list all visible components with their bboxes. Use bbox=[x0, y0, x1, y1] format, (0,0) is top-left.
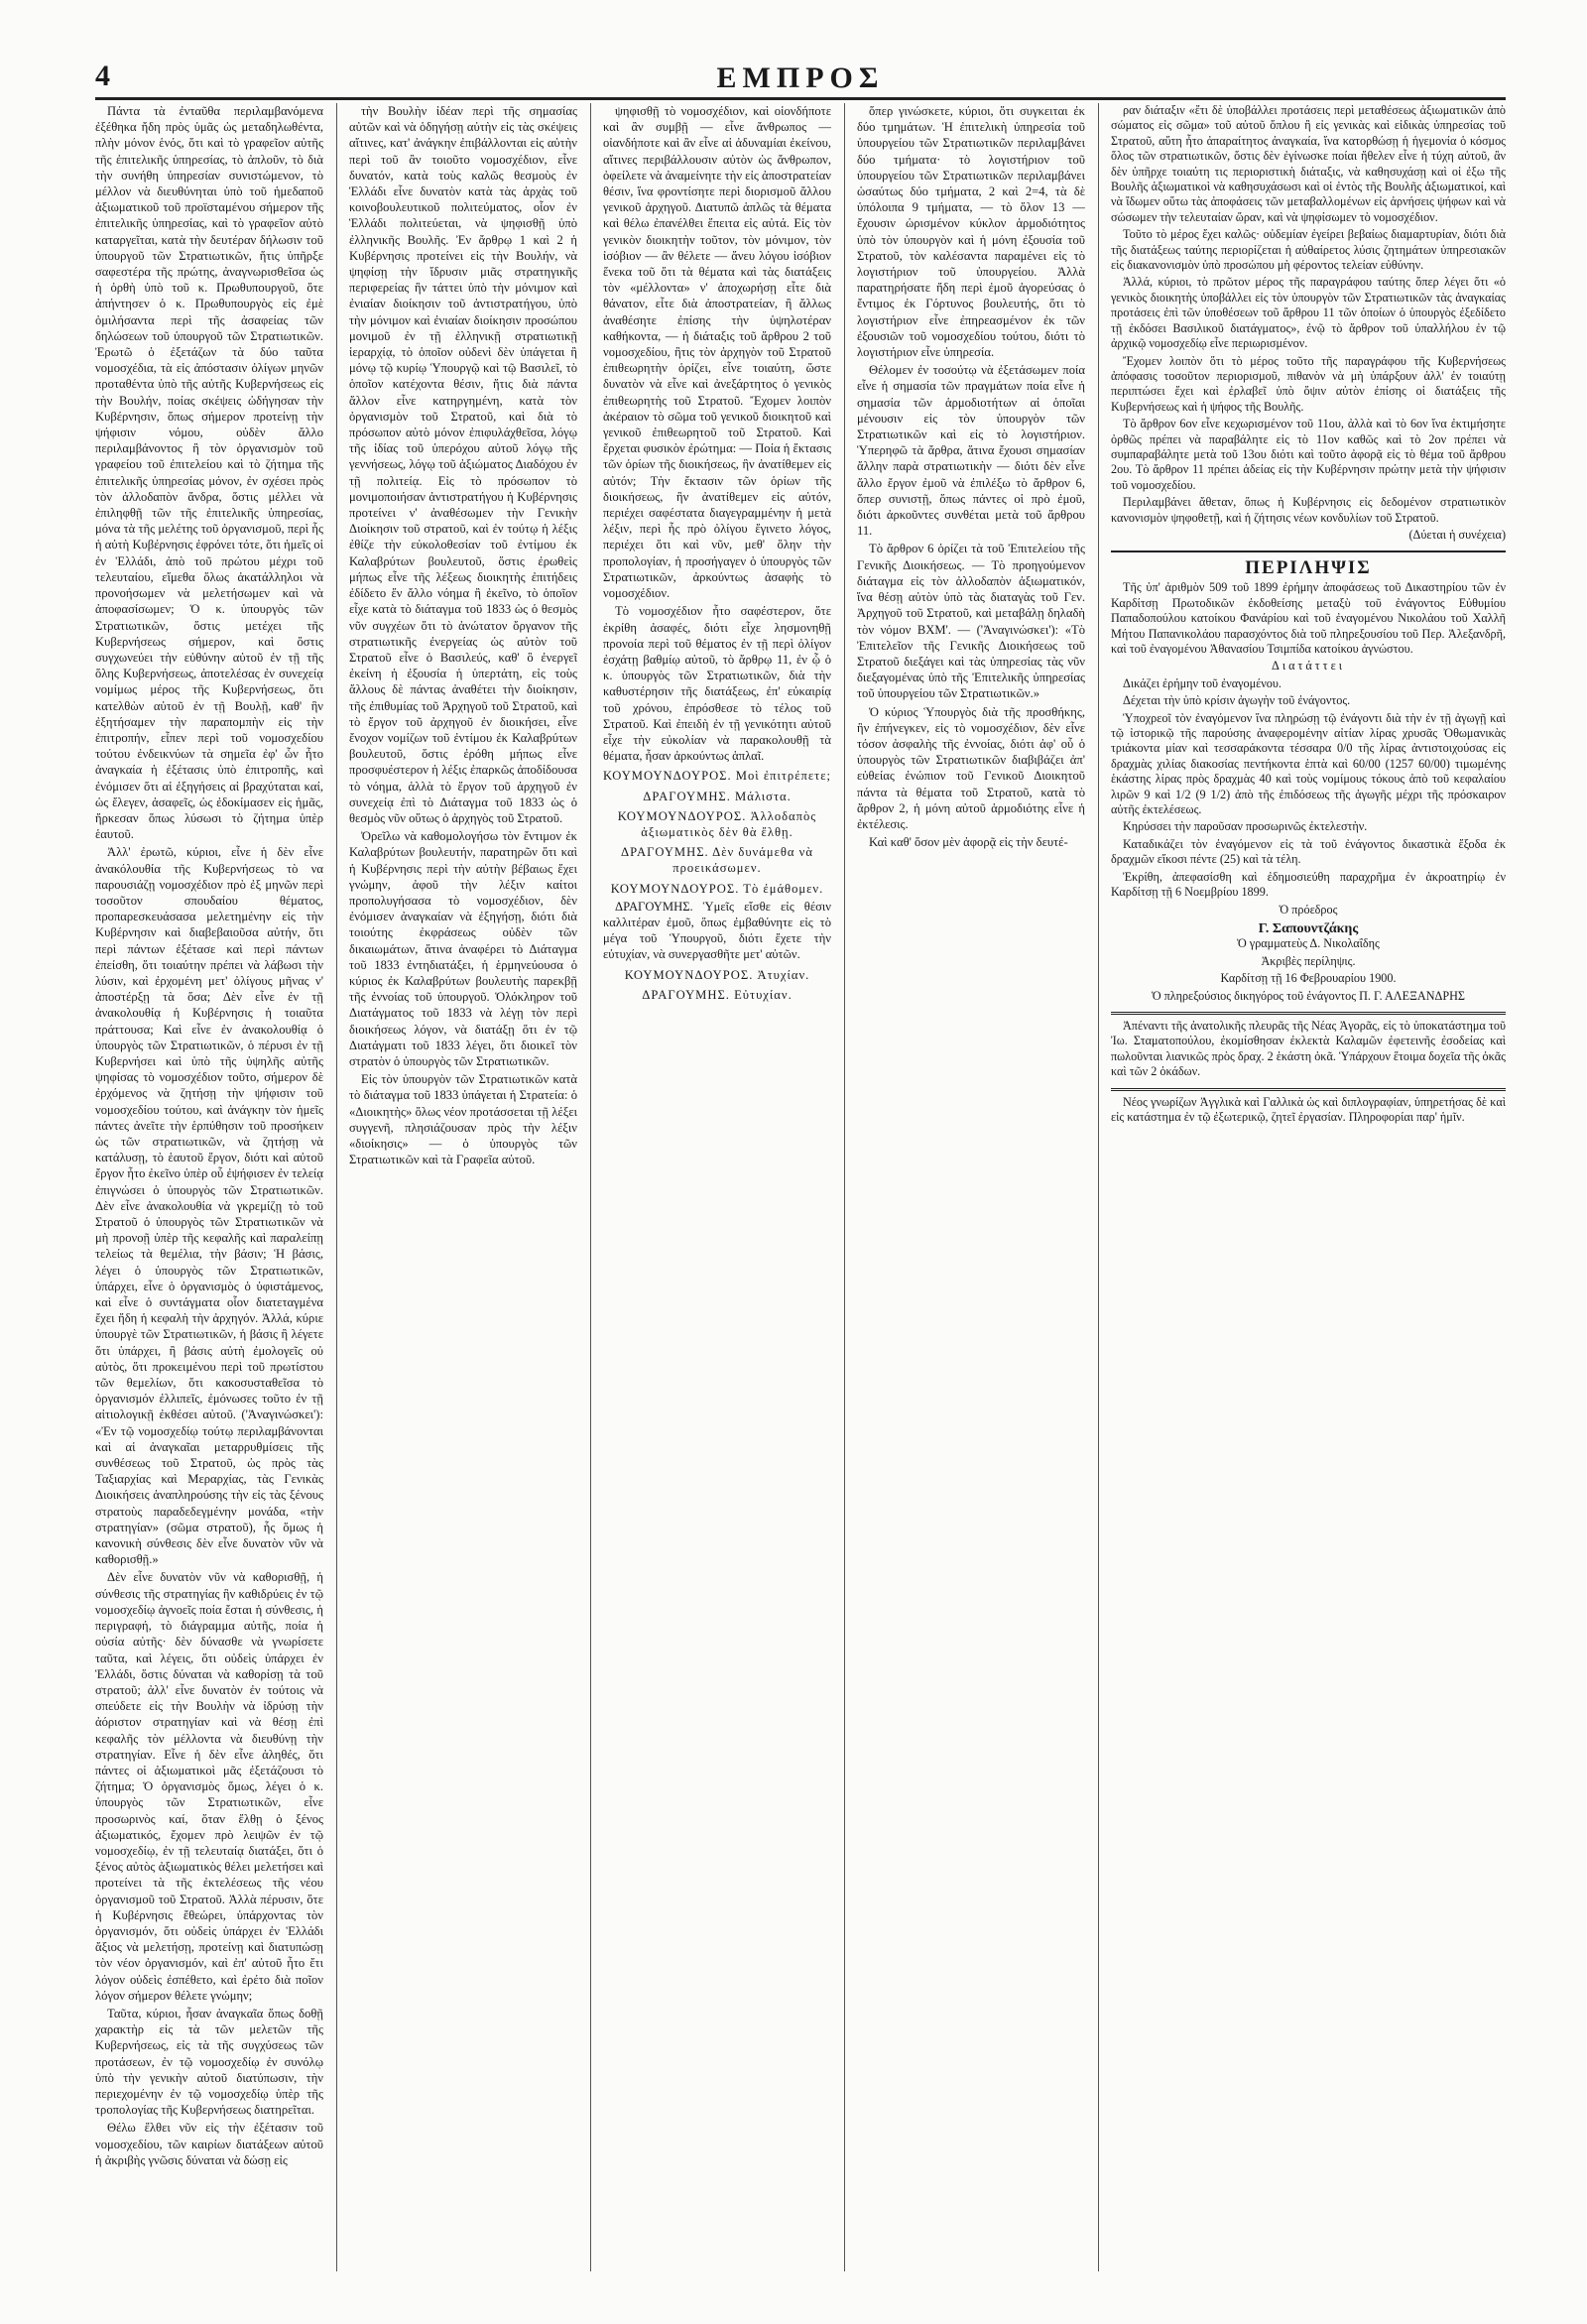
paragraph: Περιλαμβάνει ἄθεταν, ὅπως ἡ Κυβέρνησις εἰς δεδομένον στρατιωτικὸν κανονισμὸν ψηφοθετῇ, καὶ ἡ ζήτησις νέων κονδυλίων τοῦ Στρατοῦ. bbox=[1111, 495, 1506, 525]
paragraph: Ἀλλά, κύριοι, τὸ πρῶτον μέρος τῆς παραγράφου ταύτης ὅπερ λέγει ὅτι «ὁ γενικὸς διοικητὴς ὑποβάλλει εἰς τὸν ὑπουργὸν τῶν Στρατιωτικῶν τὰς ἀναγκαίας προτάσεις ἐπὶ τῶν ὑποθέσεων τοῦ ἄρθρου 11 τῶν ὁποίων ὁ ὑπουργὸς ἐξεδίδετο τῇ ἐκδόσει Βασιλικοῦ διατάγματος», ἐνῷ τὸ ἄρθρον τοῦ ὑπαλλήλου ἐν τῷ ἀρχικῷ νομοσχεδίῳ εἶνε περιωρισμένον. bbox=[1111, 275, 1506, 351]
paragraph: ραν διάταξιν «ἔτι δὲ ὑποβάλλει προτάσεις περὶ μεταθέσεως ἀξιωματικῶν ἀπὸ σώματος εἰς σῶμα» τοῦ αὐτοῦ ὅπλου ἢ εἰς γενικὰς καὶ εἰδικὰς ὑπηρεσίας τοῦ Στρατοῦ, αὕτη ἦτο ἀπαραίτητος ἀναγκαία, ἵνα κατορθώσῃ ἡ ἡγεμονία ὁ κόσμος ὅλος τῶν στρατιωτικῶν, ὅστις δὲν ἐγίνωσκε ποίαι ἤθελεν εἶνε ἡ τύχη αὐτοῦ, ἂν δὲν ὑπῆρχε τοιαύτη τις περιοριστικὴ διάταξις, νὰ καθησυχάσῃ καὶ οἱ ἐξω τῆς Βουλῆς ἀξιωματικοὶ νὰ καθησυχάσωσι καὶ οἱ ἐντὸς τῆς Βουλῆς ἀξιωματικοί, καὶ νὰ ἴδωμεν οὕτω τὰς ἀποφάσεις τῶν μεταβαλλομένων εἰς ἀρνήσεις ψήφων καὶ νὰ σώσωμεν τὴν τελευταίαν ὥραν, καὶ νὰ ψηφίσωμεν τὸ νομοσχέδιον. bbox=[1111, 103, 1506, 224]
page-header bbox=[95, 58, 1506, 100]
paragraph: Δὲν εἶνε δυνατὸν νῦν νὰ καθορισθῇ, ἡ σύνθεσις τῆς στρατηγίας ἣν καθιδρύεις ἐν τῷ νομοσχεδίῳ ἀγνοεῖς ποία ἔσται ἡ σύνθεσις, ἡ περιγραφή, τὸ διάγραμμα αὐτῆς, ποία ἡ οὐσία αὐτῆς· δὲν δύνασθε νὰ γνωρίσετε ταῦτα, καὶ λέγεις, ὅτι οὐδεὶς ὑπάρχει ἐν Ἑλλάδι, ὅστις δύναται νὰ καθορίσῃ τὰ τοῦ στρατοῦ; ἀλλ' εἶνε δυνατὸν ἐν τούτοις νὰ σπεύδετε εἰς τὴν Βουλὴν νὰ ἰδρύσῃ τὴν ἀόριστον στρατηγίαν καὶ νὰ θέσῃ ἐπὶ κεφαλῆς τὸν μέλλοντα νὰ διευθύνῃ τὴν στρατηγίαν. Εἶνε ἡ δὲν εἶνε ἀληθές, ὅτι πάντες οἱ ἀξιωματικοὶ μᾶς ἐξετάζουσι τὸ ζήτημα; Ὁ ὀργανισμὸς ὅμως, λέγει ὁ κ. ὑπουργὸς τῶν Στρατιωτικῶν, εἶνε προσωρινὸς καί, ὅταν ἔλθῃ ὁ ξένος ἀξιωματικός, ἔχομεν πρὸ λειψῶν ἐν τῷ νομοσχεδίῳ, ἐν τῇ τελευταίᾳ διατάξει, ὅτι ὁ ξένος αὐτὸς ἀξιωματικὸς θέλει μελετήσει καὶ προτείνει τὰ τῆς ἐκτελέσεως τῆς νέου ὀργανισμοῦ τοῦ Στρατοῦ. Ἀλλὰ πέρυσιν, ὅτε ἡ Κυβέρνησις ἔθεώρει, ὑπάρχοντας τὸν ὀργανισμόν, ὅτι οὐδεὶς ὑπάρχει ἐν Ἑλλάδι ἄξιος νὰ μελετήσῃ, προτείνῃ καὶ διατυπώσῃ τὸν νέον ὀργανισμόν, καὶ ἐπ' αὐτοῦ ἦτο ἔτι λόγον οὐδεὶς ἐσπέθετο, καὶ ἐρέτο διὰ ποῖον λόγον σήμερον θέλετε γνώμην; bbox=[95, 1570, 323, 2003]
paragraph: Ἐκρίθη, ἀπεφασίσθη καὶ ἐδημοσιεύθη παραχρῆμα ἐν ἀκροατηρίῳ ἐν Καρδίτσῃ τῇ 6 Νοεμβρίου 1899. bbox=[1111, 869, 1506, 900]
signature-line: Ἀκριβὲς περίληψις. bbox=[1261, 953, 1356, 968]
speaker-line: ΚΟΥΜΟΥΝΔΟΥΡΟΣ. Τὸ ἐμάθομεν. bbox=[610, 881, 824, 896]
column-4 bbox=[857, 103, 1085, 2271]
paragraph: Ταῦτα, κύριοι, ἦσαν ἀναγκαῖα ὅπως δοθῇ χαρακτὴρ εἰς τὰ τῶν μελετῶν τῆς Κυβερνήσεως, εἰς τὰ τῆς συγχύσεως τῶν προτάσεων, ἐν τῷ νομοσχεδίῳ ἐν συνόλῳ ὑπὸ τὴν γενικὴν αὐτοῦ διατύπωσιν, τὴν περιεχομένην ἐν τῷ νομοσχεδίῳ ὑπὲρ τῆς τροπολογίας τῆς Κυβερνήσεως διατηρεῖται. bbox=[95, 2006, 323, 2118]
signature-line: Καρδίτσῃ τῇ 16 Φεβρουαρίου 1900. bbox=[1220, 971, 1397, 986]
paragraph: Καὶ καθ' ὅσον μὲν ἀφορᾷ εἰς τὴν δευτέ- bbox=[869, 835, 1068, 850]
paragraph: Θέλω ἔλθει νῦν εἰς τὴν ἐξέτασιν τοῦ νομοσχεδίου, τῶν καιρίων διατάξεων αὐτοῦ ἡ ἀκριβὴς γνῶσις δύναται νὰ δώσῃ εἰς bbox=[95, 2121, 323, 2167]
column-1 bbox=[95, 103, 323, 2271]
signature-line: Ὁ πληρεξούσιος δικηγόρος τοῦ ἐνάγοντος Π. Γ. ΑΛΕΞΑΝΔΡΗΣ bbox=[1151, 988, 1466, 1003]
masthead-title: ΕΜΠΡΟΣ bbox=[716, 61, 885, 94]
speaker-line: ΔΡΑΓΟΥΜΗΣ. Δὲν δυνάμεθα νὰ προεικάσωμεν. bbox=[621, 845, 813, 876]
paragraph: Ἔχομεν λοιπὸν ὅτι τὸ μέρος τοῦτο τῆς παραγράφου τῆς Κυβερνήσεως ἀπόφασις τοσοῦτον περιορισμοῦ, πιθανὸν νὰ μὴ ὑπάρξουν ἀλλ' ἐν τοιαύτῃ περιπτώσει ἔχει καὶ ἐρλαβεῖ ὑπὸ ὄψιν αὐτὸν ἐπίσης οἱ διατάξεις τῆς Κυβερνήσεως καὶ ἡ ψήφος τῆς Βουλῆς. bbox=[1111, 353, 1506, 414]
paragraph: ΔΡΑΓΟΥΜΗΣ. Ὑμεῖς εἴσθε εἰς θέσιν καλλιτέραν ἐμοῦ, ὅπως ἐμβαθύνητε εἰς τὸ μέγα τοῦ Ὑπουργοῦ, διότι ἔχετε τὴν εὐτυχίαν, νὰ συνεργασθῆτε μετ' αὐτῶν. bbox=[603, 899, 831, 962]
paragraph: ὅπερ γινώσκετε, κύριοι, ὅτι συγκειται ἐκ δύο τμημάτων. Ἡ ἐπιτελικὴ ὑπηρεσία τοῦ ὑπουργείου τῶν Στρατιωτικῶν περιλαμβάνει δύο τμήματα· τὸ λογιστήριον τοῦ ὑπουργείου τῶν Στρατιωτικῶν περιλαμβάνει ὡσαύτως δύο τμήματα, 2 καὶ 2=4, τὰ δὲ ὑπόλοιπα 9 τμήματα, — τὸ ὅλον 13 — ἔχουσιν ὡρισμένον κύκλον ἁρμοδιότητος ὑπὸ τὸν ὑπουργὸν καὶ ἡ μόνη ἐξουσία τοῦ Στρατοῦ, τὸν καλέσαντα παραμένει εἰς τὸ λογιστήριον τοῦ ὑπουργείου. Ἀλλὰ παρατηρήσατε ἤδη περὶ ἐμοῦ ἀγορεύσας ὁ ἔντιμος ἐκ Γόρτυνος βουλευτής, ὅτι τὸ λογιστήριον εἶνε ἐπηρεασμένον ἐκ τῶν ἐξουσιῶν τοῦ νομοσχεδίου τούτου, διότι τὸ λογιστήριον εἶνε ὑπηρεσία. bbox=[857, 104, 1085, 360]
speaker-line: ΚΟΥΜΟΥΝΔΟΥΡΟΣ. Ἀλλοδαπὸς ἀξιωματικὸς δὲν θὰ ἔλθῃ. bbox=[617, 808, 817, 839]
paragraph: Ὁ κύριος Ὑπουργὸς διὰ τῆς προσθήκης, ἣν ἐπήνεγκεν, εἰς τὸ νομοσχέδιον, δὲν εἶνε τόσον ἀσφαλὴς τῆς ἐννοίας, διότι ἀφ' οὗ ὁ ὑπουργὸς τῶν Στρατιωτικῶν διαβιβάζει ἀπ' εὐθείας ἐνώπιον τοῦ Γενικοῦ Διοικητοῦ πάντα τὰ θέματα τοῦ Στρατοῦ, κατὰ τὸ ἄρθρον 2, ἡ μόνη αὐτοῦ ἁρμοδιότης εἶνε ἡ ἐκτέλεσις. bbox=[857, 704, 1085, 831]
classified-notice bbox=[1111, 1012, 1506, 1080]
paragraph: Κηρύσσει τὴν παροῦσαν προσωρινῶς ἐκτελεστὴν. bbox=[1123, 819, 1368, 834]
paragraph: Τὸ ἄρθρον 6 ὁρίζει τὰ τοῦ Ἐπιτελείου τῆς Γενικῆς Διοικήσεως. — Τὸ προηγούμενον διάταγμα εἰς τὸν ἀλλοδαπὸν ἀξιωματικόν, ἵνα θέσῃ αὐτὸν ὑπὸ τὰς διαταγὰς τοῦ Γεν. Ἀρχηγοῦ τοῦ Στρατοῦ, καὶ μεταβάλῃ δηλαδὴ τὸν νόμον ΒΧΜ'. — ('Ἀναγινώσκει'): «Τὸ Ἐπιτελεῖον τῆς Γενικῆς Διοικήσεως τοῦ Στρατοῦ διεξάγει καὶ τὰς ὑπηρεσίας τὰς νῦν διεξαγομένας ὑπὸ τῆς Ἐπιτελικῆς ὑπηρεσίας τοῦ ὑπουργείου τῶν Στρατιωτικῶν.» bbox=[857, 542, 1085, 701]
paragraph: Δέχεται τὴν ὑπὸ κρίσιν ἀγωγὴν τοῦ ἐνάγοντος. bbox=[1123, 693, 1351, 708]
paragraph: Εἰς τὸν ὑπουργὸν τῶν Στρατιωτικῶν κατὰ τὸ διάταγμα τοῦ 1833 ὑπάγεται ἡ Στρατεία: ὁ «Διοικητὴς» ὅλως νέον προτάσσεται τῇ λέξει συγγενῆ, πλησιάζουσαν πρὸς τὴν λέξιν «διοίκησις» — ὁ ὑπουργὸς τῶν Στρατιωτικῶν καὶ τὰ Γραφεῖα αὐτοῦ. bbox=[349, 1072, 577, 1167]
speaker-line: ΚΟΥΜΟΥΝΔΟΥΡΟΣ. Ἀτυχίαν. bbox=[624, 967, 810, 982]
paragraph: Δικάζει ἐρήμην τοῦ ἐναγομένου. bbox=[1123, 675, 1282, 690]
continued-note: (Δύεται ἡ συνέχεια) bbox=[1408, 527, 1506, 542]
paragraph: Τῆς ὑπ' ἀριθμὸν 509 τοῦ 1899 ἐρήμην ἀποφάσεως τοῦ Δικαστηρίου τῶν ἐν Καρδίτσῃ Πρωτοδικῶν ἐκδοθείσης μεταξὺ τοῦ ἐνάγοντος Εὐθυμίου Παπαδοπούλου κατοίκου Φανάρίου καὶ τοῦ ἐναγομένου Νικολάου τοῦ Χαλλῆ Μήτου Παπανικολάου παρασχόντος διὰ τοῦ πληρεξουσίου τοῦ Περ. Ἀλεξανδρῆ, καὶ τοῦ ἐναγομένου Ἀθανασίου Τσιμπίδα κατοίκου ἀγνώστου. bbox=[1111, 580, 1506, 656]
column-3 bbox=[603, 103, 831, 2271]
paragraph: Ἀλλ' ἐρωτῶ, κύριοι, εἶνε ἡ δὲν εἶνε ἀνακόλουθία τῆς Κυβερνήσεως τὸ να παρουσιάζῃ νομοσχέδιον πρὸ ἐξ μηνῶν περὶ τοσοῦτον σπουδαίου θέματος, προπαρεσκευάσασα μελετημένην εἰς τὴν Κυβέρνησιν καὶ διαβεβαιοῦσα αὐτήν, ὅτι περὶ πάντων ἐξέτασε καὶ περὶ πάντων ἐπείσθη, ὅτι τοιαύτην πρέπει νὰ λάβωσι τὴν λύσιν, καὶ ἐρχομένη μετ' ὀλίγους μῆνας ν' ἀποστέρξῃ τὰ ὅσα; Δὲν εἶνε ἐν τῇ ἀνακολουθίᾳ ἡ Κυβέρνησις ἡ τοιαῦτα πράττουσα; Καὶ εἶνε ἐν ἀνακολουθίᾳ ὁ ὑπουργὸς τῶν Στρατιωτικῶν, ὁ πέρυσι ἐν τῇ Κυβερνήσει καὶ ὑπὸ τῆς ὑψηλῆς αὐτῆς ψηφίσας τὸ νομοσχέδιον τοῦτο, σήμερον δὲ ἐρχόμενος νὰ ζητήσῃ τὴν ψήφισιν τοῦ νομοσχεδίου τούτου, καὶ ἀνάγκην τὸν ἡμεῖς πάντες ἀνεῖτε τὴν ἑρπύθησιν τοῦ προσήκειν ὡς τῶν στρατιωτικῶν, νὰ ζητήσῃ νὰ κατάλυσῃ, τὸ ἑαυτοῦ ἔργον, διότι καὶ αὐτοῦ ἔργον ἦτο ἐκεῖνο ὑπὲρ οὗ ἐψήφισεν ἐν τελείᾳ ἐπιγνώσει ὁ ὑπουργὸς τῶν Στρατιωτικῶν. Δὲν εἶνε ἀνακολουθία νὰ γκρεμίζῃ τὸ τοῦ Στρατοῦ ὁ ὑπουργὸς τῶν Στρατιωτικῶν νὰ μὴ προνοῇ ὑπὲρ τῆς κεφαλῆς καὶ παραλείπῃ τελείως τὰ θεμέλια, τὴν βάσιν; Ἡ βάσις, λέγει ὁ ὑπουργὸς τῶν Στρατιωτικῶν, ὑπάρχει, εἶνε ὁ ὀργανισμὸς ὁ ὑφιστάμενος, καὶ εἶνε ὁ συντάγματα οἷον διατεταγμένα ἔχει ἤδη ἡ κεφαλὴ τὴν ἀρχηγόν. Ἀλλά, κύριε ὑπουργὲ τῶν Στρατιωτικῶν, ἡ βάσις ἢ λέγετε ὅτι ὑπάρχει, ἢ βάσις αὐτὴ ἐμολογεῖς οὐ αὐτὸς, ὅτι προκειμένου περὶ τοῦ πρωτίστου τῶν θεμελίων, ὅτι κακοσυσταθεῖσα τὸ ὀργανισμόν ἐλλιπεῖς, ἐμόνωσες τοῦτο ἐν τῇ αἰτιολογικῇ ἐκθέσει αὐτοῦ. ('Ἀναγινώσκει'): «Ἐν τῷ νομοσχεδίῳ τούτῳ περιλαμβάνονται καὶ αἱ ἀναγκαῖαι μεταρρυθμίσεις τῆς συνθέσεως τοῦ Στρατοῦ, ὡς πρὸς τὰς Ταξιαρχίας καὶ Μεραρχίας, τὰς Γενικὰς Διοικήσεις ἀναπληρούσης τὴν εἰς τὰς ξένους στρατοὺς παραδεδεγμένην μονάδα, «τὴν στρατηγίαν» (σῶμα στρατοῦ), ἧς ὅμως ἡ κανονικὴ σύνθεσις δὲν εἶνε δυνατὸν νῦν νὰ καθορισθῇ.» bbox=[95, 845, 323, 1567]
signature-name: Γ. Σαπουντζάκης bbox=[1258, 920, 1359, 936]
section-subheading: Διατάττει bbox=[1272, 659, 1345, 673]
speaker-line: ΚΟΥΜΟΥΝΔΟΥΡΟΣ. Μοὶ ἐπιτρέπετε; bbox=[603, 769, 831, 784]
column-5 bbox=[1111, 103, 1506, 2271]
paragraph: Πάντα τὰ ἐνταῦθα περιλαμβανόμενα ἐξέθηκα ἤδη πρὸς ὑμᾶς ὡς μεταδηλωθέντα, πλὴν μόνον ἑνός, ὅτι καὶ τὸ γραφεῖον αὐτῆς τῆς ἐπιτελικῆς ὑπηρεσίας, τὸ ἀπλοῦν, τὸ διὰ τὴν συνήθη ὑπηρεσίαν συνιστώμενον, τὸ μέλλον νὰ διευθύνηται ὑπὸ τοῦ ἡμεδαποῦ ἀξιωματικοῦ τοῦ προϊσταμένου σήμερον τῆς ἐπιτελικῆς ὑπηρεσίας, καὶ τὸ γραφεῖον αὐτὸ καταργεῖται, κατὰ τὴν δευτέραν δήλωσιν τοῦ ὑπουργοῦ τῶν Στρατιωτικῶν, ἥτις ὑπῆρξε σαφεστέρα τῆς πρώτης, ἀναγνωρισθεῖσα ὡς ἡ ὀρθὴ ὑπὸ τοῦ κ. Πρωθυπουργοῦ, ὅτε ἀπήντησεν ὁ κ. Πρωθυπουργὸς εἰς ἐμὲ ὁμιλήσαντα περὶ τῆς ἀσαφείας τῶν δηλώσεων τοῦ ὑπουργοῦ τῶν Στρατιωτικῶν. Ἐρωτῶ ὁ ἐξετάζων τὰ δύο ταῦτα νομοσχέδια, τὰ εἰς ἀπόστασιν ὀλίγων μηνῶν προταθέντα ὑπὸ τῆς αὐτῆς Κυβερνήσεως εἰς τὴν Βουλήν, ποίας σκέψεις ὠδήγησαν τὴν Κυβέρνησιν, ὅπως σήμερον προτείνῃ τὴν ψήφισιν νόμου, οὐδὲν ἄλλο περιλαμβάνοντος ἢ τὸν ὀργανισμὸν τοῦ γραφείου τοῦ ἐπιτελείου καὶ τὸ ζήτημα τῆς ἐπιτελικῆς ὑπηρεσίας μόνον, ἐν σχέσει πρὸς τὸν ἀλλοδαπὸν ἄνδρα, ὅστις μέλλει νὰ ἐπιληφθῇ τῶν τῆς ἐπιτελικῆς ὑπηρεσίας, μόνα τὰ τῆς μελέτης τοῦ ὀργανισμοῦ, περὶ ἧς ἡ αὐτὴ Κυβέρνησις ἐφρόνει τότε, ὅτι ἡμεῖς οἱ ἐν Ἑλλάδι, ἀπὸ τοῦ πρώτου μέχρι τοῦ τελευταίου, εἴμεθα ὅλως ἀκατάλληλοι νὰ προνοήσωμεν νὰ μελετήσωμεν καὶ νὰ ἀποφασίσωμεν; Ὁ κ. ὑπουργὸς τῶν Στρατιωτικῶν, ὅστις μετέχει τῆς Κυβερνήσεως σήμερον, καὶ ὅστις συγχωνεύει τὴν εὐθύνην αὐτοῦ ἐν τῇ τῆς ὅλης Κυβερνήσεως, ἀποτελέσας ἐν συνεχείᾳ νομίμως μέρος τῆς Κυβερνήσεως, ὅτι κατελθὼν αὐτοῦ ἐν τῇ Βουλῇ, καθ' ἣν ἐξητήσαμεν τὴν παραπομπὴν εἰς τὴν ἐπιτροπήν, εἶπεν περὶ τοῦ νομοσχεδίου τούτου ἐνδεικνύων τὰ σημεῖα ἐφ' ὧν ἦτο ἀναγκαία ἡ ἐξέτασις ὑπὸ ἐπιτροπῆς, καὶ ἐνόμισεν ὅτι αἱ ἐξηγήσεις αἱ βραχύταται καί, ὡς ἔλεγεν, ἀσαφεῖς, ὡς ἐδοκίμασεν εἰς ἡμᾶς, ἤρκεσαν ὅπως λύσωσι τὸ ζήτημα ὑπὲρ ἑαυτοῦ. bbox=[95, 104, 323, 842]
column-rule bbox=[336, 103, 337, 2271]
signature-title: Ὁ πρόεδρος bbox=[1279, 902, 1338, 917]
speaker-line: ΔΡΑΓΟΥΜΗΣ. Μάλιστα. bbox=[643, 789, 792, 803]
page-number: 4 bbox=[95, 60, 110, 92]
column-2 bbox=[349, 103, 577, 2271]
classified-notice bbox=[1111, 1088, 1506, 1126]
column-rule bbox=[590, 103, 591, 2271]
speaker-line: ΔΡΑΓΟΥΜΗΣ. Εὐτυχίαν. bbox=[642, 987, 793, 1002]
paragraph: Τοῦτο τὸ μέρος ἔχει καλῶς· οὐδεμίαν ἐγείρει βεβαίως διαμαρτυρίαν, διότι διὰ τῆς διατάξεως ταύτης περιορίζεται ἡ αὐθαίρετος λύσις ζητημάτων ὑπηρεσιακῶν εἰς διακανονισμὸν ὑπὸ προσώπου μὴ φέροντος τελείαν εὐθύνην. bbox=[1111, 227, 1506, 273]
notice-text: Νέος γνωρίζων Ἀγγλικὰ καὶ Γαλλικὰ ὡς καὶ διπλογραφίαν, ὑπηρετήσας δὲ καὶ εἰς κατάστημα ἐν τῷ ἐξωτερικῷ, ζητεῖ ἐργασίαν. Πληροφορίαι παρ' ἡμῖν. bbox=[1111, 1094, 1506, 1124]
column-rule bbox=[844, 103, 845, 2271]
column-rule bbox=[1098, 103, 1099, 2271]
section-heading: ΠΕΡΙΛΗΨΙΣ bbox=[1111, 550, 1506, 580]
paragraph: Θέλομεν ἐν τοσούτῳ νὰ ἐξετάσωμεν ποία εἶνε ἡ σημασία τῶν πραγμάτων ποία εἶνε ἡ σημασία τῶν ἁρμοδιοτήτων αἱ ὁποῖαι μένουσιν εἰς τὸν ὑπουργὸν τῶν Στρατιωτικῶν καὶ εἰς τὸ λογιστήριον. Ὑπερηφῶ τὰ ἄρθρα, ἅτινα ἔχουσι σημασίαν ἄλλην παρὰ στρατιωτικὴν — διότι δὲν εἶνε ἄλλο ἔργον ἐμοῦ νὰ ἐπιλέξω τὸ ἄρθρον 6, ὅπερ συνιστῇ, ὅπως πάντες οἱ πρὸ ἐμοῦ, διότι ἀρκοῦντες συνθέται μετὰ τοῦ ἄρθρου 11. bbox=[857, 363, 1085, 539]
paragraph: ψηφισθῇ τὸ νομοσχέδιον, καὶ οἱονδήποτε καὶ ἂν συμβῇ — εἶνε ἄνθρωπος — οἰανδήποτε καὶ ἂν εἶνε αἱ ἀδυναμίαι ἐκείνου, αἵτινες περιβάλλουσιν αὐτὸν ὡς ἄνθρωπον, ὀφείλετε νὰ ἀναμείνητε τὴν εἰς ἀποστρατείαν θέσιν, ἵνα φροντίσητε περὶ διορισμοῦ ἄλλου γενικοῦ ἀρχηγοῦ. Διατυπῶ ἁπλῶς τὰ θέματα καὶ θέλω ἐπανέλθει ἔπειτα εἰς αὐτά. Εἰς τὸν γενικὸν διοικητὴν τοῦτον, τὸν μόνιμον, τὸν ἰσόβιον — ἂν θέλετε — ἄνευ λόγου ἰσόβιον ἕνεκα τοῦ ὅτι τὰ θέματα καὶ τὰς διατάξεις τὸν «μέλλοντα» ν' ἀποχωρήσῃ εἶτε διὰ θάνατον, εἶτε διὰ ἀποστρατείαν, ἢ ἄλλως ἀναθέσητε ἐπίσης τὴν ὑψηλοτέραν καθήκοντα, — ἡ διάταξις τοῦ ἄρθρου 2 τοῦ νομοσχεδίου, ἣτις τὸν ἀρχηγὸν τοῦ Στρατοῦ ἐπιθεωρητὴν ὁρίζει, εἶνε τοιαύτη, ὥστε δυνατὸν νὰ εἶνε καὶ ἀνεξάρτητος ὁ γενικὸς ἐπιθεωρητὴς τοῦ Στρατοῦ. Ἔχομεν λοιπὸν ἀκέραιον τὸ σῶμα τοῦ γενικοῦ διοικητοῦ καὶ γενικοῦ ἐπιθεωρητοῦ τοῦ Στρατοῦ. Καὶ ἔρχεται φυσικὸν ἐρώτημα: — Ποία ἡ ἔκτασις τῶν ὁρίων τῆς διοικήσεως, ἣν ἀνατίθεμεν εἰς αὐτόν; Τὴν ἔκτασιν τῶν ὁρίων τῆς διοικήσεως, ἣν ἀνατίθεμεν εἰς αὐτόν, περιέχει σαφέστατα διαγεγραμμένην ἡ μετὰ λέξιν, περὶ ἧς πρὸ ὀλίγου ἔγινετο λόγος, περιέχει ὅτι καὶ νῦν, μεθ' ὅλην τὴν προπολογίαν, ἡ προσήγαγεν ὁ ὑπουργὸς τῶν Στρατιωτικῶν, ἀρκούντως ἀσαφὴς τὸ νομοσχέδιον. bbox=[603, 104, 831, 601]
paragraph: Τὸ ἄρθρον 6ον εἶνε κεχωρισμένον τοῦ 11ου, ἀλλὰ καὶ τὸ 6ον ἵνα ἐκτιμήσητε ὀρθῶς πρέπει νὰ παραβάλητε εἰς τὸ 11ον καθῶς καὶ τὸ 2ον πρέπει νὰ συμπαραβάλητε μετὰ τοῦ 13ου διότι καὶ τοῦτο ἀφορᾷ εἰς τὸ θέμα τοῦ ἄρθρου 2ου. Τὸ ἄρθρον 11 πρέπει ἀδείας εἰς τὴν Κυβέρνησιν πρώτην μετὰ τὴν ψήφισιν τοῦ νομοσχεδίου. bbox=[1111, 417, 1506, 492]
paragraph: τὴν Βουλὴν ἰδέαν περὶ τῆς σημασίας αὐτῶν καὶ νὰ ὁδηγήσῃ αὐτὴν εἰς τὰς σκέψεις αἵτινες, κατ' ἀνάγκην ἐπιβάλλονται εἰς αὐτὴν περὶ τοῦ ἂν τοιοῦτο νομοσχέδιον, εἶνε δυνατόν, κατὰ τοὺς καλῶς θεσμοὺς ἐν Ἑλλάδι εἶνε δυνατὸν κατὰ τὰς ἀρχὰς τοῦ κοινοβουλευτικοῦ πολιτεύματος, οἷον ἐν Ἑλλάδι πολιτεύεται, νὰ ψηφισθῇ ὑπὸ ἐλληνικῆς Βουλῆς. Ἐν ἄρθρῳ 1 καὶ 2 ἡ Κυβέρνησις προτείνει εἰς τὴν Βουλήν, νὰ ψηφίσῃ τὴν ἵδρυσιν μιᾶς στρατηγικῆς περιφερείας ἣν τάττει ὑπὸ τὴν μόνιμον καὶ ἐνιαίαν διοίκησιν τοῦ ἀντιστρατήγου, ὑπὸ τὴν μόνιμον καὶ ἐνιαίαν διοίκησιν προσώπου μονιμοῦ ἐν τῇ ἐλληνικῇ στρατιωτικῇ ἱεραρχίᾳ, τὸ ὁποῖον οὐδενὶ δὲν ὑπάγεται ἢ μόνῳ τῷ κυρίῳ Ὑπουργῷ καὶ τῷ Βασιλεῖ, τὸ ὁποῖον κατέχοντα θέσιν, ἥτις διὰ πάντα ἄλλον εἶνε κατηργημένη, κατὰ τὸν ὀργανισμὸν τοῦ Στρατοῦ, καὶ διὰ τὸ πρόσωπον αὐτὸ μόνον ἐπιφυλάχθεῖσα, λόγῳ τῆς ἰδίας τοῦ ὑπερόχου αὐτοῦ λόγῳ τῆς γεννήσεως, λόγῳ τοῦ ἀξιώματος Διαδόχου ἐν τῇ πολιτείᾳ. Εἰς τὸ πρόσωπον τὸ μονιμοποιήσαν ἀντιστρατήγου ἡ Κυβέρνησις προτείνει ν' ἀναθέσωμεν τὴν Γενικὴν Διοίκησιν τοῦ στρατοῦ, καὶ ἐν τούτῳ ἡ λέξις ἐθίζε τὴν εὐκολοθεσίαν τοῦ ἐντίμου ἐκ Καλαβρύτων βουλευτοῦ, ὅστις ἐρωθεὶς μήπως εἶνε τῆς λέξεως διοικητὴς ἐπιτήδεις ἐδίδετο ἕν ἄλλο νόημα ἢ ἐκεῖνο, τὸ ὁποῖον εἶχε κατὰ τὸ διάταγμα τοῦ 1833 ὡς ὁ θεσμὸς νῦν συγχέων ὅτι τὸ ἀνώτατον ὄργανον τῆς στρατιωτικῆς ἐνεργείας ὡς αὐτὸν τοῦ Στρατοῦ εἶνε ὁ Βασιλεύς, καθ' ὃ ἐνεργεῖ ἐκείνη ἡ ἐξουσία ἡ ὑπερτάτη, εἰς τοὺς ἄλλους δὲ πάντας ἀναθέτει τὴν διοίκησιν, τῆς ἐπιθυμίας τοῦ Ἀρχηγοῦ τοῦ Στρατοῦ, καὶ τὸ ἔργον τοῦ ἀρχηγοῦ ἐν διοικήσει, εἶνε ἔνοχον νομίζων τοῦ ἐντίμου ἐκ Καλαβρύτων βουλευτοῦ, ὅστις ἐρόθη μήπως εἶνε προσφυέστερον ἡ λέξις ἐπαρκῶς ἀποδίδουσα τὸ νόημα, ἀλλὰ τὸ ἔργον τοῦ ἀρχηγοῦ ἐν συνεχείᾳ ἐπὶ τὸ Διάταγμα τοῦ 1833 ὡς ὁ θεσμὸς νῦν οὕτως ὁ ἀρχηγὸς τοῦ Στρατοῦ. bbox=[349, 104, 577, 825]
signature-line: Ὁ γραμματεὺς Δ. Νικολαΐδης bbox=[1237, 936, 1380, 951]
paragraph: Τὸ νομοσχέδιον ἦτο σαφέστερον, ὅτε ἐκρίθη ἀσαφές, διότι εἶχε λησμονηθῇ προνοία περὶ τοῦ θέματος ἐν τῇ περὶ ὀλίγον ἐσχάτῃ βαθμίῳ αὐτοῦ, τὸ ἄρθρῳ 11, ἐν ᾧ ὁ κ. ὑπουργὸς τῶν Στρατιωτικῶν, διὰ τὴν καθυστέρησιν τῆς διατάξεως, ἐπ' εὐκαιρίᾳ τοῦ χρόνου, ἐπρόσθεσε τὸ τέλος τοῦ Στρατοῦ. Καὶ ἐπειδὴ ἐν τῇ γενικότητι αὐτοῦ εἶχε τὴν εὐκολίαν νὰ παρακολουθῇ τὰ θέματα, ἦσαν ἀρκούντως ἁπλαῖ. bbox=[603, 604, 831, 764]
paragraph: Καταδικάζει τὸν ἐναγόμενον εἰς τὰ τοῦ ἐνάγοντος δικαστικὰ ἔξοδα ἐκ δραχμῶν εἴκοσι πέντε (25) καὶ τὰ τέλη. bbox=[1111, 836, 1506, 867]
article-columns bbox=[95, 103, 1506, 2271]
paragraph: Ὀρεῖλω νὰ καθομολογήσω τὸν ἔντιμον ἐκ Καλαβρύτων βουλευτήν, παρατηρῶν ὅτι καὶ ἡ Κυβέρνησις περὶ τὴν αὐτὴν βέβαιως ἔχει γνώμην, ἀφοῦ τὴν λέξιν καίτοι προπολυγήσασα τὸ νομοσχέδιον, δὲν ἐνόμισεν ἀναγκαίαν νὰ ἐξηγήσῃ, διότι διὰ τοιούτης ἐκφράσεως οὐδὲν τῶν δικαιωμάτων, ἅτινα ἀναφέρει τὸ Διάταγμα τοῦ 1833 ἐντηδιατάξει, ἡ ἑρμηνεύουσα ὁ κύριος ἐκ Καλαβρύτων βουλευτὴς παρεκβῇ τῆς ἐννοίας τοῦ ὑπουργοῦ. Ὁλόκληρον τοῦ Διατάγματος τοῦ 1833 νὰ λέγῃ τὸν περὶ διοικήσεως λόγον, νὰ διατάξῃ ὅτι ἐν τῷ Διατάγματι τοῦ 1833 λέγει, ὅτι διοικεῖ τὸν στρατὸν ὁ ὑπουργὸς τῶν Στρατιωτικῶν. bbox=[349, 829, 577, 1068]
notice-text: Ἀπέναντι τῆς ἀνατολικῆς πλευρᾶς τῆς Νέας Ἀγορᾶς, εἰς τὸ ὑποκατάστημα τοῦ Ἰω. Σταματοπούλου, ἐκομίσθησαν ἐκλεκτὰ Καλαμῶν ἐφετεινῆς ἐσοδείας καὶ πωλοῦνται λιανικῶς πρὸς δραχ. 2 ἑκάστη ὀκᾶ. Ὑπάρχουν ἕτοιμα δοχεῖα τῆς ὀκᾶς καὶ τῶν 2 ὀκάδων. bbox=[1111, 1018, 1506, 1079]
paragraph: Ὑποχρεοῖ τὸν ἐναγόμενον ἵνα πληρώσῃ τῷ ἐνάγοντι διὰ τὴν ἐν τῇ ἀγωγῇ καὶ τῷ ἰστορικῷ τῆς παρούσης ἀναφερομένην αἰτίαν λίρας χρυσᾶς Ὀθωμανικὰς τριάκοντα μίαν καὶ τεσσαράκοντα τέσσαρα 0/0 τῆς λίρας ἀντιστοιχούσας εἰς δραχμὰς χιλίας διακοσίας πεντήκοντα ἑπτὰ καὶ 60/00 (1257 60/00) τιμωμένης ἑκάστης λίρας πρὸς δραχμὰς 40 καὶ τοὺς νομίμους τόκους ἀπὸ τοῦ κεφαλαίου λιρῶν 9 καὶ 1/2 (9 1/2) ἀπὸ τῆς ἐπιδόσεως τῆς ἀγωγῆς μέχρι τῆς πρόσκαιρον αὐτῆς ἐκτελέσεως. bbox=[1111, 710, 1506, 817]
